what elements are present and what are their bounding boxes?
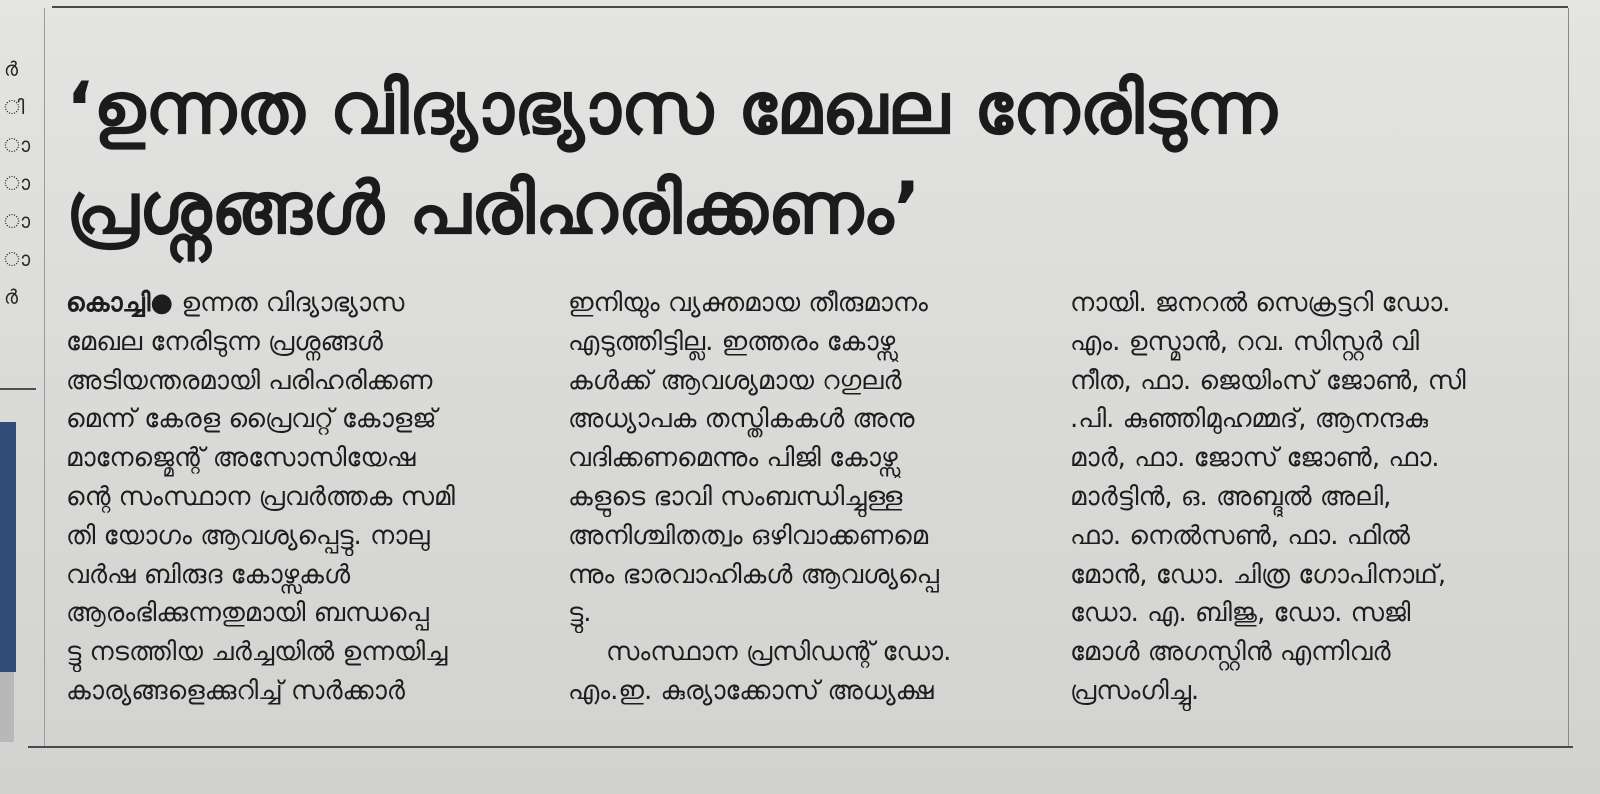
fragment-letter: ാ	[4, 209, 31, 233]
article-line: ഫാ. നെൽസൺ, ഫാ. ഫിൽ	[1070, 520, 1411, 551]
top-rule	[52, 6, 1568, 8]
fragment-letter: ർ	[4, 57, 18, 81]
headline	[66, 58, 1556, 258]
article-line: മാനേജ്മെന്റ് അസോസിയേഷ	[66, 443, 416, 474]
article-line: എം. ഉസ്മാൻ, റവ. സിസ്റ്റർ വി	[1070, 326, 1420, 357]
article-line: സംസ്ഥാന പ്രസിഡന്റ് ഡോ.	[606, 637, 952, 668]
article-line: മോൾ അഗസ്റ്റിൻ എന്നിവർ	[1070, 637, 1391, 668]
adjacent-column-fragment	[4, 50, 32, 316]
article-column-3	[1070, 284, 1546, 711]
article-line: മെന്ന് കേരള പ്രൈവറ്റ് കോളജ്	[66, 404, 437, 435]
article-line: ന്നും ഭാരവാഹികൾ ആവശ്യപ്പെ	[568, 559, 939, 590]
article-line: വർഷ ബിരുദ കോഴ്സുകൾ	[66, 559, 351, 590]
article-line: മോൻ, ഡോ. ചിത്ര ഗോപിനാഥ്,	[1070, 559, 1447, 590]
headline-line-1: ‘ഉന്നത വിദ്യാഭ്യാസ മേഖല നേരിടുന്ന	[66, 66, 1277, 150]
article-column-2	[568, 284, 1038, 711]
article-line: ഇനിയും വ്യക്തമായ തീരുമാനം	[568, 288, 928, 318]
article-line: നായി. ജനറൽ സെക്രട്ടറി ഡോ.	[1070, 288, 1451, 318]
article-line: .പി. കുഞ്ഞിമുഹമ്മദ്, ആനന്ദകു	[1070, 404, 1429, 435]
fragment-letter: ാ	[4, 247, 31, 271]
side-rule	[0, 388, 36, 390]
article-line	[66, 284, 534, 323]
fragment-letter: ി	[4, 95, 25, 119]
left-column-rule	[44, 8, 45, 746]
article-line: മാർട്ടിൻ, ഒ. അബ്ദുൽ അലി,	[1070, 481, 1392, 512]
article-line: തി യോഗം ആവശ്യപ്പെട്ടു. നാലു	[66, 520, 430, 551]
article-line: എം.ഇ. കുര്യാക്കോസ് അധ്യക്ഷ	[568, 675, 934, 706]
article-line: അനിശ്ചിതത്വം ഒഴിവാക്കണമെ	[568, 520, 929, 551]
article-line: ന്റെ സംസ്ഥാന പ്രവർത്തക സമി	[66, 481, 455, 512]
article-line: കൾക്ക് ആവശ്യമായ റഗുലർ	[568, 365, 902, 396]
article-line: ട്ടു നടത്തിയ ചർച്ചയിൽ ഉന്നയിച്ച	[66, 637, 448, 668]
article-line: അധ്യാപക തസ്തികകൾ അനു	[568, 404, 915, 435]
article-line: നീത, ഫാ. ജെയിംസ് ജോൺ, സി	[1070, 365, 1466, 396]
right-column-rule	[1568, 8, 1569, 746]
fragment-letter: ാ	[4, 133, 31, 157]
article-line: കാര്യങ്ങളെക്കുറിച്ച് സർക്കാർ	[66, 675, 405, 706]
article-line: ആരംഭിക്കുന്നതുമായി ബന്ധപ്പെ	[66, 598, 429, 629]
side-color-block	[0, 422, 16, 672]
article-line: എടുത്തിട്ടില്ല. ഇത്തരം കോഴ്സു	[568, 326, 896, 357]
article-line: ഡോ. എ. ബിജു, ഡോ. സജി	[1070, 598, 1411, 629]
article-line: മാർ, ഫാ. ജോസ് ജോൺ, ഫാ.	[1070, 443, 1440, 474]
dateline: കൊച്ചി●	[66, 288, 174, 318]
fragment-letter: ാ	[4, 171, 31, 195]
article-column-1	[66, 284, 534, 711]
bottom-rule	[28, 746, 1573, 748]
fragment-letter: ർ	[4, 285, 18, 309]
article-line: കളുടെ ഭാവി സംബന്ധിച്ചുള്ള	[568, 481, 903, 512]
article-line: പ്രസംഗിച്ചു.	[1070, 675, 1200, 706]
article-line: വദിക്കണമെന്നും പിജി കോഴ്സു	[568, 443, 898, 474]
article-line: മേഖല നേരിടുന്ന പ്രശ്നങ്ങൾ	[66, 326, 383, 357]
article-line-text: ഉന്നത വിദ്യാഭ്യാസ	[181, 288, 405, 318]
side-grey-block	[0, 672, 14, 742]
headline-line-2: പ്രശ്നങ്ങൾ പരിഹരിക്കണം’	[66, 166, 921, 250]
article-line: ട്ടു.	[568, 598, 592, 629]
article-line: അടിയന്തരമായി പരിഹരിക്കണ	[66, 365, 433, 396]
